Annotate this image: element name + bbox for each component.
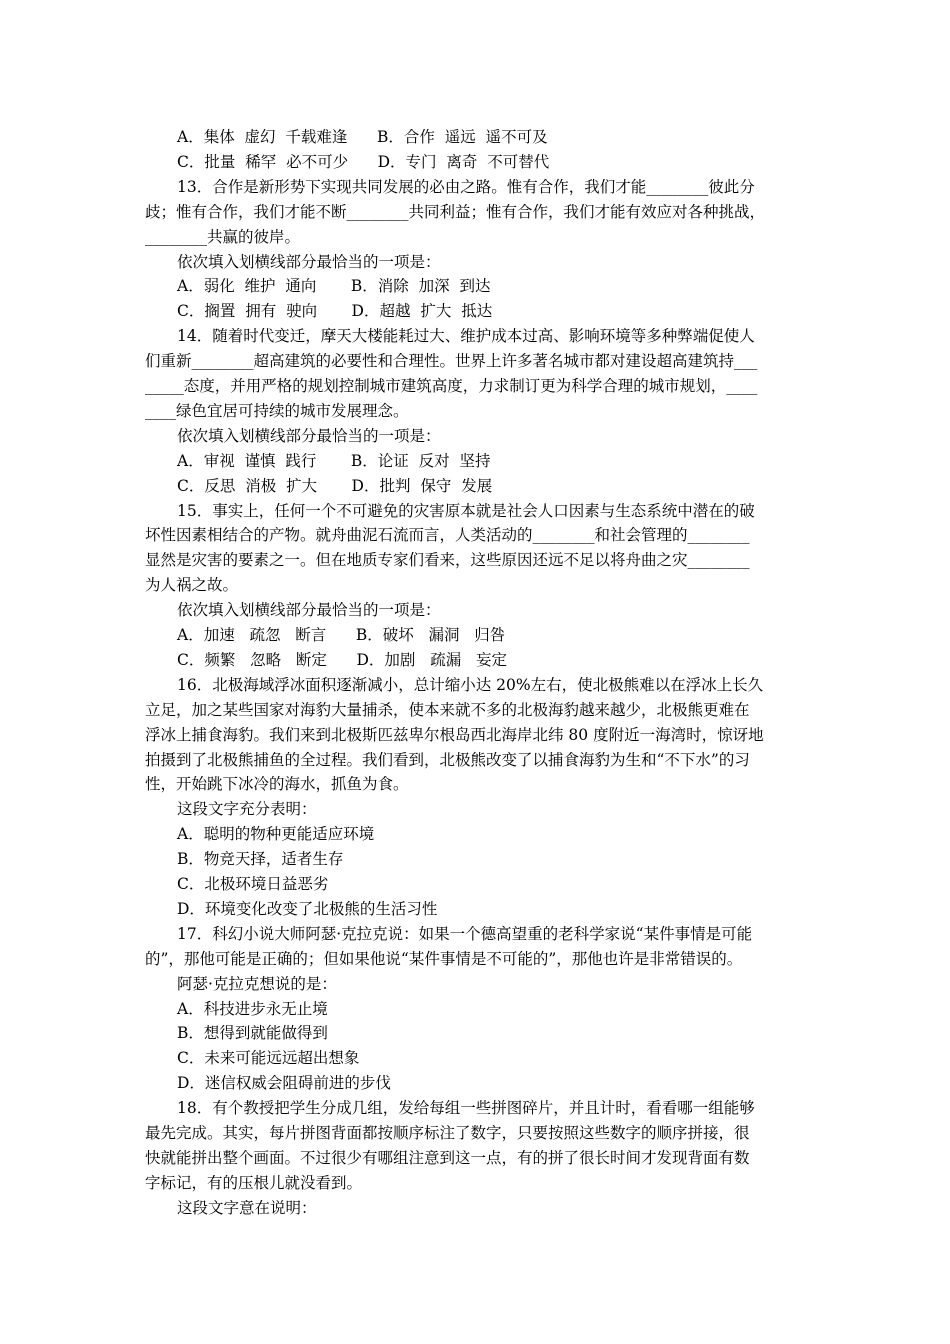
text-line: A．弱化 维护 通向 B．消除 加深 到达 (177, 277, 491, 296)
text-line: 15．事实上，任何一个不可避免的灾害原本就是社会人口因素与生态系统中潜在的破 (177, 501, 755, 520)
text-line: 显然是灾害的要素之一。但在地质专家们看来，这些原因还远不足以将舟曲之灾________ (145, 551, 750, 570)
text-line: 18．有个教授把学生分成几组，发给每组一些拼图碎片，并且计时，看看哪一组能够 (177, 1099, 755, 1118)
text-line: B．想得到就能做得到 (177, 1024, 328, 1043)
text-line: 17．科幻小说大师阿瑟·克拉克说：如果一个德高望重的老科学家说“某件事情是可能 (177, 924, 753, 943)
text-line: 立足，加之某些国家对海豹大量捕杀，使本来就不多的北极海豹越来越少，北极熊更难在 (145, 700, 750, 719)
text-line: 性，开始跳下冰冷的海水，抓鱼为食。 (145, 775, 409, 794)
text-line: 阿瑟·克拉克想说的是： (177, 974, 337, 993)
text-line: C．批量 稀罕 必不可少 D．专门 离奇 不可替代 (177, 152, 550, 171)
text-line: D．迷信权威会阻碍前进的步伐 (177, 1074, 391, 1093)
text-line: 的”，那他可能是正确的；但如果他说“某件事情是不可能的”，那他也许是非常错误的。 (145, 949, 743, 968)
text-line: A．集体 虚幻 千载难逢 B．合作 遥远 遥不可及 (177, 128, 548, 146)
text-line: C．频繁 忽略 断定 D．加剧 疏漏 妄定 (177, 650, 507, 669)
text-line: A．聪明的物种更能适应环境 (177, 825, 375, 844)
text-line: C．未来可能远远超出想象 (177, 1049, 360, 1068)
text-line: C．反思 消极 扩大 D．批判 保守 发展 (177, 476, 493, 495)
text-line: 16．北极海域浮冰面积逐渐减小，总计缩小达 20%左右，使北极熊难以在浮冰上长久 (177, 675, 764, 694)
text-line: 歧；惟有合作，我们才能不断________共同利益；惟有合作，我们才能有效应对各种挑战， (145, 202, 766, 221)
text-line: 依次填入划横线部分最恰当的一项是： (177, 426, 441, 445)
text-line: D．环境变化改变了北极熊的生活习性 (177, 899, 438, 918)
text-line: 这段文字意在说明： (177, 1198, 317, 1217)
text-line: 拍摄到了北极熊捕鱼的全过程。我们看到，北极熊改变了以捕食海豹为生和“不下水”的习 (145, 750, 750, 769)
text-line: 坏性因素相结合的产物。就舟曲泥石流而言，人类活动的________和社会管理的________ (145, 526, 750, 545)
text-line: A．加速 疏忽 断言 B．破坏 漏洞 归咎 (177, 626, 506, 644)
text-line: ________共赢的彼岸。 (145, 227, 301, 246)
text-line: A．科技进步永无止境 (177, 999, 328, 1018)
text-line: C．搁置 拥有 驶向 D．超越 扩大 抵达 (177, 302, 493, 321)
text-line: 依次填入划横线部分最恰当的一项是： (177, 252, 441, 271)
text-line: A．审视 谨慎 践行 B．论证 反对 坚持 (177, 451, 491, 470)
text-line: C．北极环境日益恶劣 (177, 875, 329, 893)
text-line: B．物竞天择，适者生存 (177, 850, 344, 869)
text-line: _____态度，并用严格的规划控制城市建筑高度，力求制订更为科学合理的城市规划，____ (145, 377, 758, 395)
text-line: 依次填入划横线部分最恰当的一项是： (177, 601, 441, 620)
text-line: 这段文字充分表明： (177, 800, 317, 819)
text-line: 浮冰上捕食海豹。我们来到北极斯匹兹卑尔根岛西北海岸北纬 80 度附近一海湾时，惊讶地 (145, 725, 764, 744)
text-line: 最先完成。其实，每片拼图背面都按顺序标注了数字，只要按照这些数字的顺序拼接，很 (145, 1124, 750, 1142)
text-line: 13．合作是新形势下实现共同发展的必由之路。惟有合作，我们才能________彼此分 (177, 177, 755, 196)
text-line: 为人祸之故。 (145, 576, 239, 595)
text-line: 快就能拼出整个画面。不过很少有哪组注意到这一点，有的拼了很长时间才发现背面有数 (145, 1148, 750, 1167)
text-line: 们重新________超高建筑的必要性和合理性。世界上许多著名城市都对建设超高建筑持___ (145, 352, 758, 371)
text-line: ____绿色宜居可持续的城市发展理念。 (145, 401, 409, 420)
text-line: 字标记，有的压根儿就没看到。 (145, 1173, 363, 1192)
text-line: 14．随着时代变迁，摩天大楼能耗过大、维护成本过高、影响环境等多种弊端促使人 (177, 327, 755, 346)
